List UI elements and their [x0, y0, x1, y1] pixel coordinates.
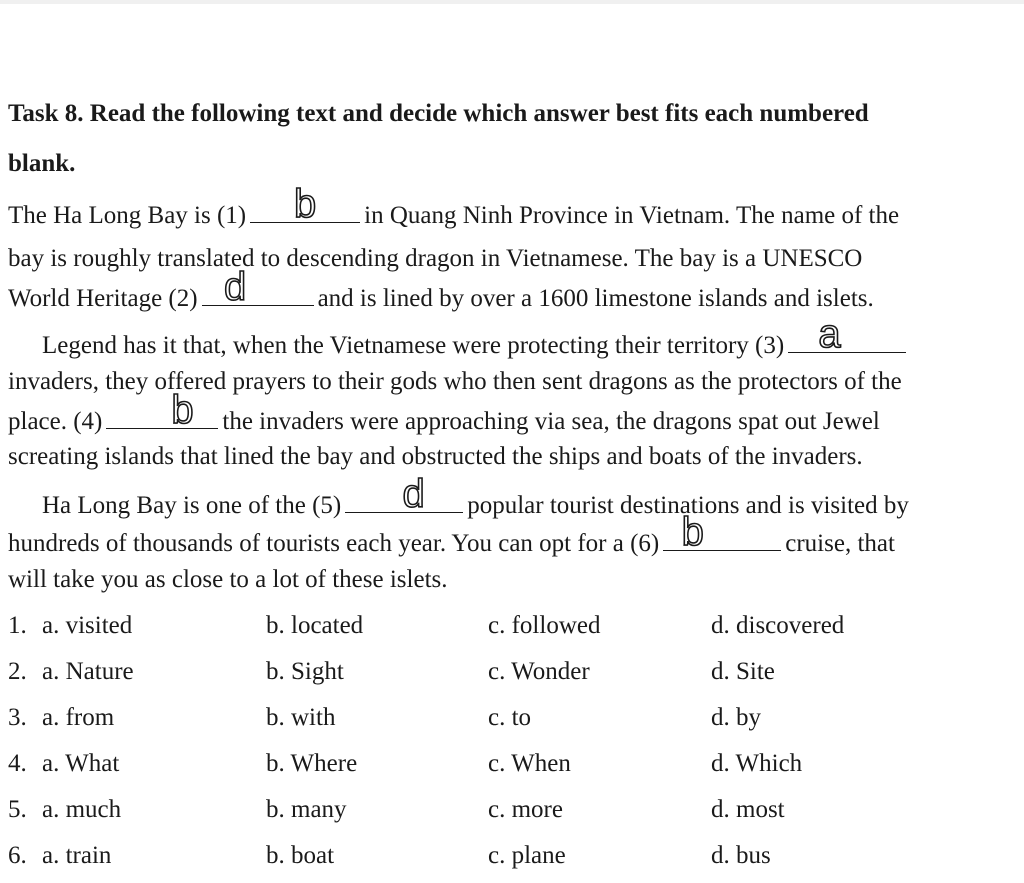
option-a: a. Nature [42, 658, 134, 685]
option-d: d. most [711, 796, 785, 823]
handwritten-answer-6: b [681, 510, 704, 554]
passage-line-8 [42, 472, 909, 520]
handwritten-answer-4: b [171, 388, 194, 432]
option-c: c. plane [488, 842, 566, 869]
passage-text: hundreds of thousands of tourists each year. You can opt for a (6) [8, 530, 660, 557]
question-number: 5. [8, 796, 27, 823]
passage-text: Legend has it that, when the Vietnamese were protecting their territory (3) [42, 332, 785, 359]
passage-line-4 [42, 312, 910, 360]
passage-line-6 [8, 388, 880, 436]
option-c: c. more [488, 796, 563, 823]
blank-6 [663, 510, 781, 554]
passage-text: popular tourist destinations and is visited by [467, 492, 909, 519]
question-number: 2. [8, 658, 27, 685]
option-c: c. When [488, 750, 571, 777]
handwritten-answer-3: a [818, 312, 841, 356]
passage-line-3 [8, 265, 874, 313]
option-b: b. Sight [266, 658, 344, 685]
option-d: d. Which [711, 750, 803, 777]
blank-1 [250, 182, 360, 226]
option-a: a. much [42, 796, 122, 823]
option-a: a. from [42, 704, 115, 731]
passage-text: the invaders were approaching via sea, the dragons spat out Jewel [222, 408, 880, 435]
blank-5 [345, 472, 463, 516]
passage-line-9 [8, 510, 895, 558]
passage-line-1 [8, 182, 900, 230]
question-number: 6. [8, 842, 27, 869]
passage-text: in Quang Ninh Province in Vietnam. The name of the [364, 202, 900, 229]
passage-text: place. (4) [8, 408, 103, 435]
passage-line-2: bay is roughly translated to descending dragon in Vietnamese. The bay is a UNESCO [8, 245, 863, 272]
passage-line-7: screating islands that lined the bay and obstructed the ships and boats of the invaders. [8, 443, 863, 470]
blank-2 [202, 265, 314, 309]
passage-line-5: invaders, they offered prayers to their gods who then sent dragons as the protectors of the [8, 368, 902, 395]
question-number: 3. [8, 704, 27, 731]
option-a: a. train [42, 842, 112, 869]
question-row-2 [8, 658, 1008, 688]
passage-text: Ha Long Bay is one of the (5) [42, 492, 342, 519]
task-title-line-2: blank. [8, 150, 76, 177]
option-b: b. many [266, 796, 347, 823]
passage-text: cruise, that [785, 530, 895, 557]
question-row-5 [8, 796, 1008, 826]
question-row-6 [8, 842, 1008, 872]
handwritten-answer-5: d [402, 472, 425, 516]
option-b: b. with [266, 704, 336, 731]
option-c: c. Wonder [488, 658, 590, 685]
option-b: b. Where [266, 750, 358, 777]
question-number: 1. [8, 612, 27, 639]
question-row-4 [8, 750, 1008, 780]
option-b: b. located [266, 612, 364, 639]
option-c: c. followed [488, 612, 601, 639]
passage-text: The Ha Long Bay is (1) [8, 202, 247, 229]
option-a: a. What [42, 750, 120, 777]
handwritten-answer-1: b [294, 182, 317, 226]
question-number: 4. [8, 750, 27, 777]
option-d: d. Site [711, 658, 775, 685]
handwritten-answer-2: d [224, 265, 247, 309]
passage-text: World Heritage (2) [8, 285, 198, 312]
option-c: c. to [488, 704, 532, 731]
passage-line-10: will take you as close to a lot of these islets. [8, 566, 448, 593]
passage-text: and is lined by over a 1600 limestone islands and islets. [317, 285, 874, 312]
top-edge [0, 0, 1024, 4]
question-row-3 [8, 704, 1008, 734]
option-d: d. by [711, 704, 761, 731]
question-row-1 [8, 612, 1008, 642]
blank-3 [788, 312, 906, 356]
option-a: a. visited [42, 612, 133, 639]
task-title-line-1: Task 8. Read the following text and decide which answer best fits each numbered [8, 100, 869, 127]
option-b: b. boat [266, 842, 335, 869]
option-d: d. bus [711, 842, 771, 869]
option-d: d. discovered [711, 612, 845, 639]
blank-4 [106, 388, 218, 432]
